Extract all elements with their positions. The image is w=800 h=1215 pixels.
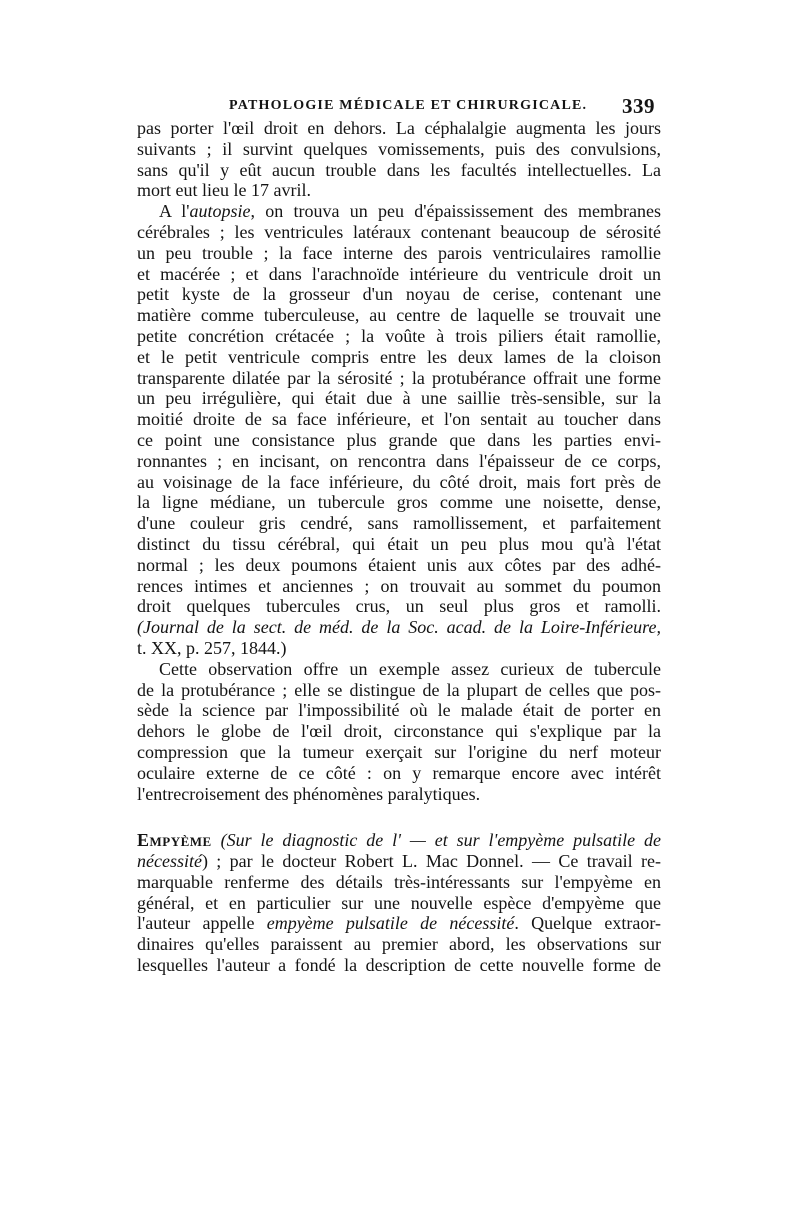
text-line: marquable renferme des détails très-intéressants sur l'empyème en — [137, 871, 661, 892]
text-line: cérébrales ; les ventricules latéraux contenant beaucoup de sérosité — [137, 221, 661, 242]
necessite-term: nécessité — [137, 851, 202, 872]
line-rest: . Quelque extraor- — [514, 913, 661, 934]
text-line: sède la science par l'impossibilité où le malade était de porter en — [137, 700, 661, 721]
text-line: rences intimes et anciennes ; on trouvait au sommet du poumon — [137, 575, 661, 596]
paragraph-case-ending — [137, 118, 661, 201]
document-page — [137, 96, 661, 976]
text-line: compression que la tumeur exerçait sur l'origine du nerf moteur — [137, 741, 661, 762]
text-line: lesquelles l'auteur a fondé la description de cette nouvelle forme de — [137, 955, 661, 976]
autopsie-term: autopsie — [189, 201, 251, 222]
text-line — [137, 830, 661, 851]
paragraph-commentary — [137, 659, 661, 805]
text-line: sans qu'il y eût aucun trouble dans les facultés intellectuelles. La — [137, 159, 661, 180]
text-line: transparente dilatée par la sérosité ; la protubérance offrait une forme — [137, 367, 661, 388]
text-line: distinct du tissu cérébral, qui était un peu plus mou qu'à l'état — [137, 533, 661, 554]
text-line — [137, 201, 661, 222]
citation-line — [137, 617, 661, 638]
text-line: mort eut lieu le 17 avril. — [137, 180, 311, 201]
journal-citation: (Journal de la sect. de méd. de la Soc. acad. de la Loire-Inférieure, — [137, 617, 661, 638]
paragraph-autopsy — [137, 201, 661, 659]
page-header — [137, 96, 661, 118]
text-line: petite concrétion crétacée ; la voûte à trois piliers était ramollie, — [137, 325, 661, 346]
text-line — [137, 913, 661, 934]
line-start: l'auteur appelle — [137, 913, 267, 934]
lead-text: A l' — [159, 201, 190, 222]
text-line: la ligne médiane, un tubercule gros comme une noisette, dense, — [137, 492, 661, 513]
text-line: dehors le globe de l'œil droit, circonstance qui s'explique par la — [137, 721, 661, 742]
text-line: général, et en particulier sur une nouvelle espèce d'empyème que — [137, 892, 661, 913]
lead-rest: , on trouva un peu d'épaississement des membranes — [250, 201, 661, 222]
page-number: 339 — [622, 94, 655, 118]
citation-line: t. XX, p. 257, 1844.) — [137, 637, 287, 658]
text-line: suivants ; il survint quelques vomissements, puis des convulsions, — [137, 138, 661, 159]
text-line: un peu irrégulière, qui était due à une saillie très-sensible, sur la — [137, 388, 661, 409]
text-line: et macérée ; et dans l'arachnoïde intérieure du ventricule droit un — [137, 263, 661, 284]
text-line: et le petit ventricule compris entre les deux lames de la cloison — [137, 346, 661, 367]
heading-subtitle: (Sur le diagnostic de l' — et sur l'empyème pulsatile de — [220, 830, 661, 851]
author-text: ) ; par le docteur Robert L. Mac Donnel. — Ce travail re- — [201, 851, 661, 872]
text-line: ronnantes ; en incisant, on rencontra dans l'épaisseur de ce corps, — [137, 450, 661, 471]
paragraph-empyeme — [137, 830, 661, 976]
text-line: petit kyste de la grosseur d'un noyau de cerise, contenant une — [137, 284, 661, 305]
text-line: de la protubérance ; elle se distingue de la plupart de celles que pos- — [137, 679, 661, 700]
text-line: dinaires qu'elles paraissent au premier abord, les observations sur — [137, 934, 661, 955]
text-line — [137, 851, 661, 872]
pulsatile-term: empyème pulsatile de nécessité — [266, 913, 515, 934]
section-heading: Empyème — [137, 830, 212, 851]
text-line: droit quelques tubercules crus, un seul plus gros et ramolli. — [137, 596, 661, 617]
section-gap — [137, 804, 661, 830]
running-head: PATHOLOGIE MÉDICALE ET CHIRURGICALE. — [229, 98, 588, 113]
text-line: moitié droite de sa face inférieure, et l'on sentait au toucher dans — [137, 409, 661, 430]
text-line: Cette observation offre un exemple assez curieux de tubercule — [159, 658, 661, 679]
text-line: oculaire externe de ce côté : on y remarque encore avec intérêt — [137, 762, 661, 783]
text-line: l'entrecroisement des phénomènes paralytiques. — [137, 783, 481, 804]
text-line: matière comme tuberculeuse, au centre de laquelle se trouvait une — [137, 305, 661, 326]
text-line: pas porter l'œil droit en dehors. La céphalalgie augmenta les jours — [137, 118, 661, 138]
text-line: ce point une consistance plus grande que dans les parties envi- — [137, 429, 661, 450]
text-line: un peu trouble ; la face interne des parois ventriculaires ramollie — [137, 242, 661, 263]
text-line: normal ; les deux poumons étaient unis aux côtes par des adhé- — [137, 554, 661, 575]
text-line: au voisinage de la face inférieure, du côté droit, mais fort près de — [137, 471, 661, 492]
text-line: d'une couleur gris cendré, sans ramollissement, et parfaitement — [137, 513, 661, 534]
